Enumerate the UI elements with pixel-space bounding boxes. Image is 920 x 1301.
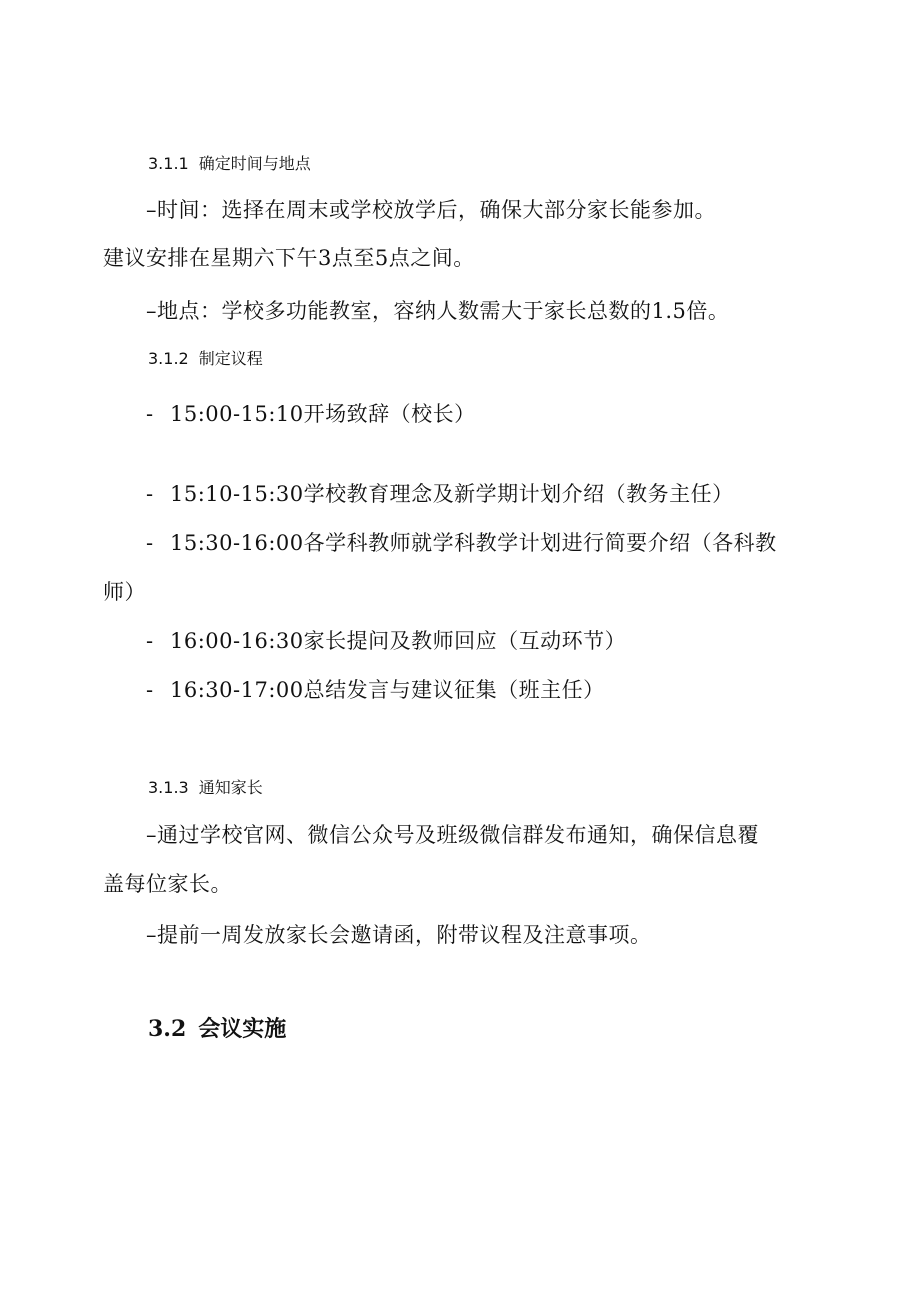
agenda-dash: - [146,531,154,555]
time-paragraph-line2: 建议安排在星期六下午3点至5点之间。 [103,246,475,270]
section-heading-3-1-2 [148,351,263,367]
agenda-item-continuation: 师） [103,580,146,604]
agenda-dash: - [146,482,154,506]
agenda-item [146,404,476,425]
agenda-item [146,533,777,554]
agenda-text: 16:00-16:30家长提问及教师回应（互动环节） [170,629,627,653]
section-heading-3-2 [148,1018,286,1041]
section-heading-3-1-1 [148,156,311,172]
invite-paragraph: –提前一周发放家长会邀请函，附带议程及注意事项。 [146,923,652,947]
time-paragraph-line1: –时间：选择在周末或学校放学后，确保大部分家长能参加。 [146,198,716,222]
notify-paragraph-line2: 盖每位家长。 [103,872,232,896]
section-title: 制定议程 [198,349,263,368]
section-title: 通知家长 [198,778,263,797]
place-paragraph: –地点：学校多功能教室，容纳人数需大于家长总数的1.5倍。 [146,299,730,323]
agenda-item [146,631,626,652]
agenda-dash: - [146,678,154,702]
agenda-text: 15:00-15:10开场致辞（校长） [170,402,476,426]
agenda-item [146,680,605,701]
section-number: 3.1.1 [148,154,189,173]
agenda-text: 15:30-16:00各学科教师就学科教学计划进行简要介绍（各科教 [170,531,777,555]
agenda-text: 16:30-17:00总结发言与建议征集（班主任） [170,678,605,702]
section-number: 3.2 [148,1016,187,1042]
agenda-item [146,484,734,505]
section-title: 确定时间与地点 [198,154,311,173]
section-number: 3.1.2 [148,349,189,368]
section-number: 3.1.3 [148,778,189,797]
agenda-text: 15:10-15:30学校教育理念及新学期计划介绍（教务主任） [170,482,734,506]
agenda-dash: - [146,629,154,653]
agenda-dash: - [146,402,154,426]
section-title: 会议实施 [198,1017,287,1042]
notify-paragraph-line1: –通过学校官网、微信公众号及班级微信群发布通知，确保信息覆 [146,823,759,847]
section-heading-3-1-3 [148,780,263,796]
